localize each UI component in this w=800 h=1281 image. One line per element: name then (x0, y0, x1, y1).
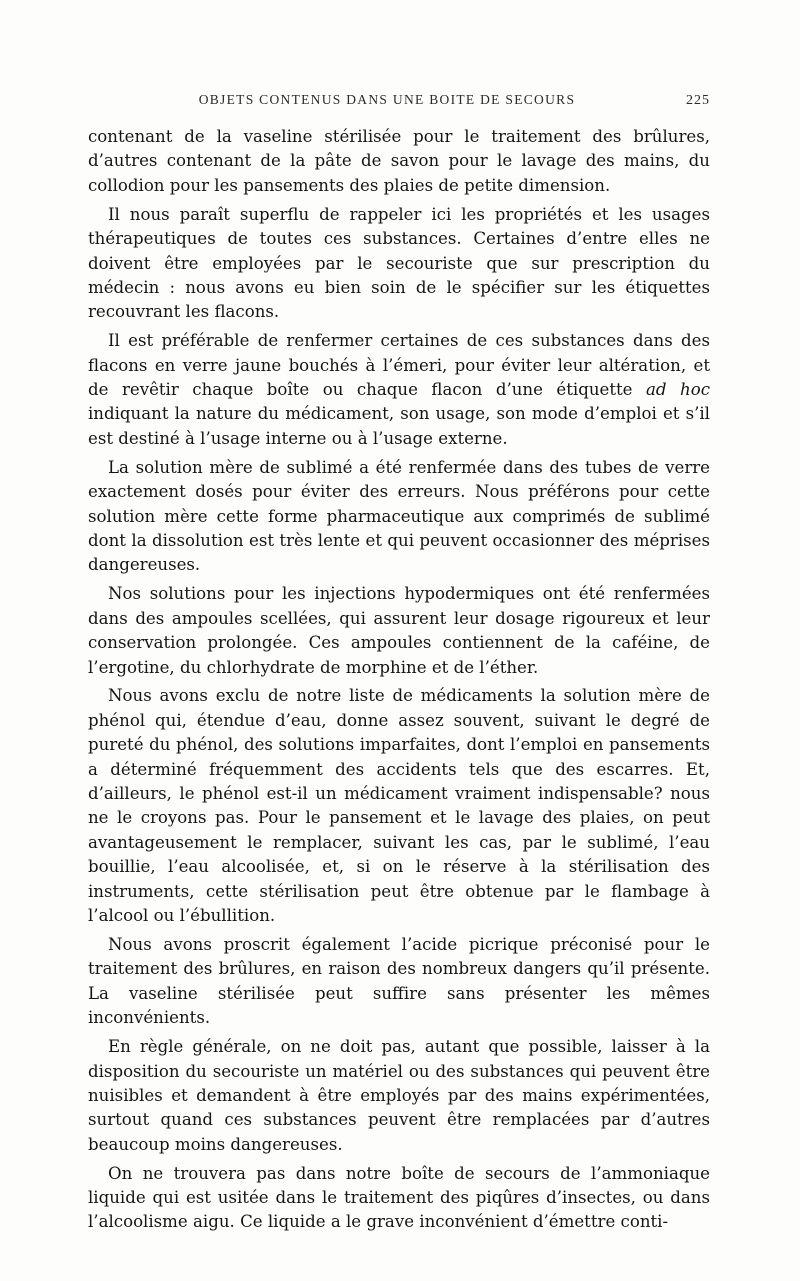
paragraph-injections: Nos solutions pour les injections hypodermiques ont été renfermées dans des ampoules scellées, qui assurent leur dosage rigoureux et leur conservation prolongée. Ces ampoules contiennent de la caféine, de l’ergotine, du chlorhydrate de morphine et de l’éther. (88, 584, 710, 677)
italic-ad-hoc: ad hoc (646, 380, 711, 400)
running-title: OBJETS CONTENUS DANS UNE BOITE DE SECOURS (198, 92, 576, 107)
paragraph-text: indiquant la nature du médicament, son usage, son mode d’emploi et s’il est destiné à l’usage interne ou à l’usage externe. (88, 404, 710, 448)
paragraph-continuation: contenant de la vaseline stérilisée pour le traitement des brûlures, d’autres contenant de la pâte de savon pour le lavage des mains, du collodion pour les pansements des plaies de petite dimension. (88, 127, 710, 195)
paragraph-ammonia: On ne trouvera pas dans notre boîte de secours de l’ammoniaque liquide qui est usitée dans le traitement des piqûres d’insectes, ou dans l’alcoolisme aigu. Ce liquide a le grave inconvénient d’émettre conti- (88, 1163, 710, 1232)
page-number: 225 (686, 93, 710, 108)
paragraph-general-rule: En règle générale, on ne doit pas, autant que possible, laisser à la disposition du secouriste un matériel ou des substances qui peuvent être nuisibles et demandent à être employés par des mains expérimentées, surtout quand ces substances peuvent être remplacées par d’autres beaucoup moins dangereuses. (88, 1037, 710, 1154)
body-text (88, 125, 710, 1235)
paragraph-text: Il est préférable de renfermer certaines de ces substances dans des flacons en verre jaune bouchés à l’émeri, pour éviter leur altération, et de revêtir chaque boîte ou chaque flacon d’une étiquette (88, 331, 710, 400)
paragraph-phenol: Nous avons exclu de notre liste de médicaments la solution mère de phénol qui, étendue d’eau, donne assez souvent, suivant le degré de pureté du phénol, des solutions imparfaites, dont l’emploi en pansements a déterminé fréquemment des accidents tels que des escarres. Et, d’ailleurs, le phénol est-il un médicament vraiment indispensable? nous ne le croyons pas. Pour le pansement et le lavage des plaies, on peut avantageusement le remplacer, suivant les cas, par le sublimé, l’eau bouillie, l’eau alcoolisée, et, si on le réserve à la stérilisation des instruments, cette stérilisation peut être obtenue par le flambage à l’alcool ou l’ébullition. (88, 686, 710, 926)
paragraph-yellow-flasks (88, 329, 710, 451)
paragraph-sublimate: La solution mère de sublimé a été renfermée dans des tubes de verre exactement dosés pour éviter des erreurs. Nous préférons pour cette solution mère cette forme pharmaceutique aux comprimés de sublimé dont la dissolution est très lente et qui peuvent occasionner des méprises dangereuses. (88, 457, 710, 575)
paragraph-properties: Il nous paraît superflu de rappeler ici les propriétés et les usages thérapeutiques de toutes ces substances. Certaines d’entre elles ne doivent être employées par le secouriste que sur prescription du médecin : nous avons eu bien soin de le spécifier sur les étiquettes recouvrant les flacons. (88, 204, 710, 322)
book-page (88, 92, 710, 1239)
paragraph-picric-acid: Nous avons proscrit également l’acide picrique préconisé pour le traitement des brûlures, en raison des nombreux dangers qu’il présente. La vaseline stérilisée peut suffire sans présenter les mêmes inconvénients. (88, 935, 710, 1028)
running-header (88, 92, 710, 109)
